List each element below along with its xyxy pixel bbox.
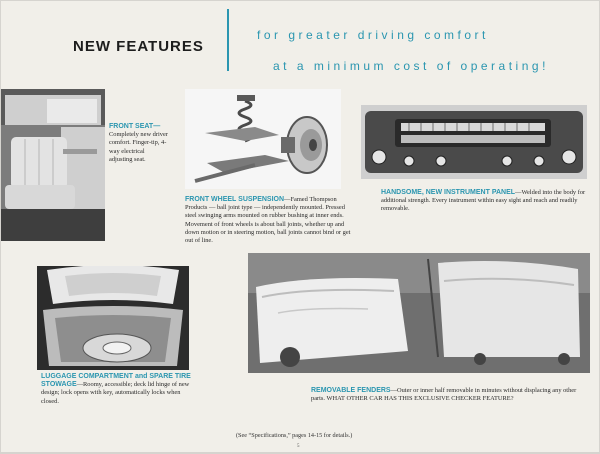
instrument-panel-photo (361, 105, 587, 179)
instrument-panel-body: —Welded into the body for additional strength. Every instrument within easy sight and reach and readily removable. (381, 189, 586, 213)
front-suspension-body: —Famed Thompson Products — ball joint type — independently mounted. Pressed steel swinging arms mounted on rubber bushing at inner ends. Movement of front wheels is about ball joints, whether up and down motion or in steering motion, ball joints cannot bind or get out of line. (185, 196, 351, 245)
front-suspension-caption (185, 196, 355, 245)
brochure-page (1, 1, 599, 452)
fenders-body: —Outer or inner half removable in minutes without displacing any other parts. WHAT OTHER CAR HAS THIS EXCLUSIVE CHECKER FEATURE? (311, 387, 577, 403)
luggage-compartment-photo (37, 266, 189, 370)
removable-fenders-photo (248, 253, 590, 373)
luggage-body: —Roomy, accessible; deck lid hinge of new design; lock opens with key, automatically locks when closed. (41, 381, 190, 405)
header-title: NEW FEATURES (73, 38, 204, 55)
page-number: 5 (297, 444, 300, 449)
front-seat-body: Completely new driver comfort. Finger-tip, 4-way electrical adjusting seat. (109, 131, 168, 163)
header-tagline-1: for greater driving comfort (257, 28, 489, 42)
luggage-title: LUGGAGE COMPARTMENT and SPARE TIRE STOWAGE (41, 373, 191, 389)
front-suspension-title: FRONT WHEEL SUSPENSION (185, 196, 285, 203)
front-seat-caption (109, 123, 169, 164)
instrument-panel-caption (381, 189, 586, 214)
front-suspension-photo (185, 89, 341, 189)
fenders-caption (311, 387, 581, 403)
footer-note: (See “Specifications,” pages 14-15 for details.) (236, 432, 353, 439)
header-divider (227, 9, 229, 71)
front-seat-photo (1, 89, 105, 241)
front-seat-title: FRONT SEAT— (109, 123, 161, 130)
fenders-title: REMOVABLE FENDERS (311, 387, 391, 394)
luggage-caption (41, 373, 191, 406)
header-tagline-2: at a minimum cost of operating! (273, 59, 549, 73)
instrument-panel-title: HANDSOME, NEW INSTRUMENT PANEL (381, 189, 516, 196)
